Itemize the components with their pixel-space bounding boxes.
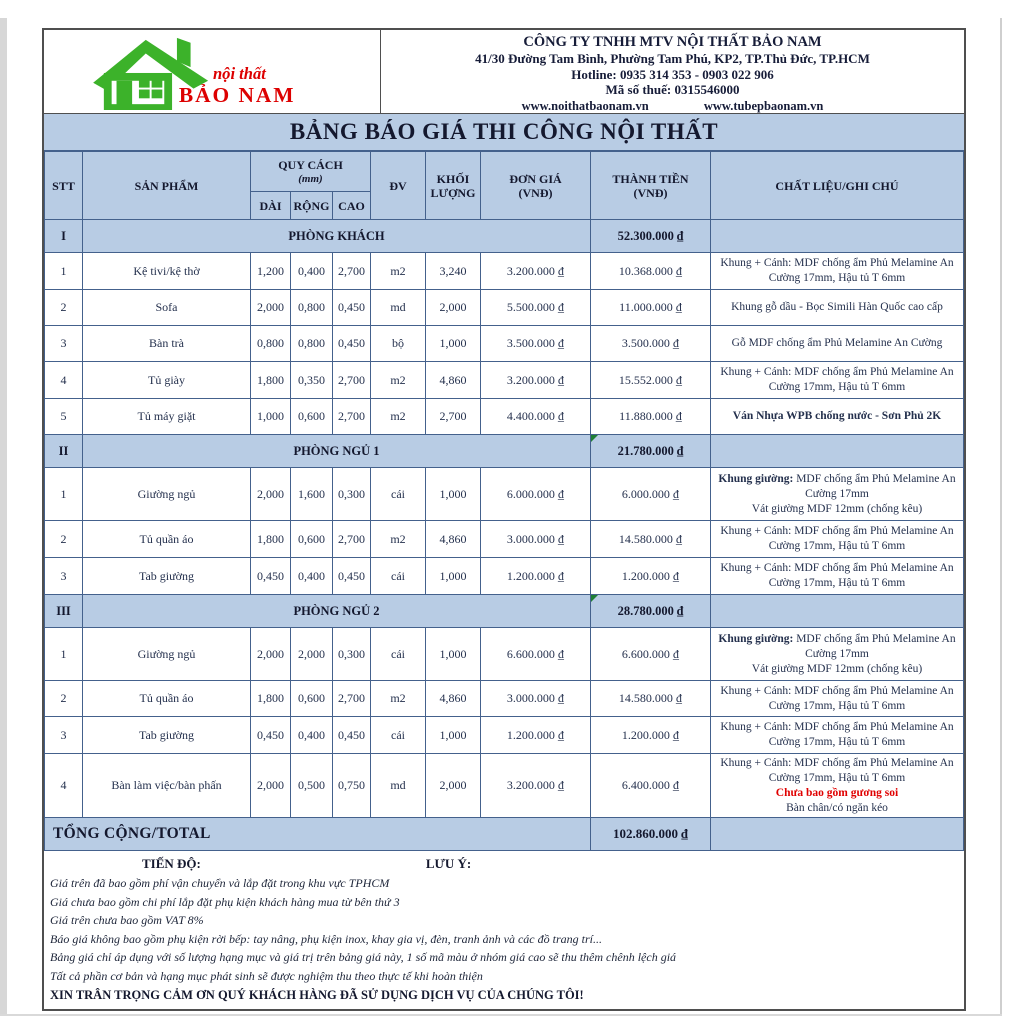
table-row: [45, 399, 964, 435]
section-material-cell: [711, 220, 964, 253]
note-labels-row: [50, 853, 958, 874]
cell-stt: 1: [45, 468, 83, 521]
quotation-sheet: [42, 28, 966, 1011]
section-number: III: [45, 595, 83, 628]
cell-amount: 15.552.000 ₫: [591, 362, 711, 399]
cell-unit-price: 3.000.000 ₫: [481, 521, 591, 558]
section-total: 21.780.000 ₫: [591, 435, 711, 468]
cell-stt: 1: [45, 628, 83, 681]
cell-product: Kệ tivi/kệ thờ: [83, 253, 251, 290]
cell-material-note: Khung + Cánh: MDF chống ẩm Phủ Melamine An Cường 17mm, Hậu tủ T 6mm: [711, 717, 964, 754]
section-row-phong-ngu-2: [45, 595, 964, 628]
col-header-quantity: KHỐI LƯỢNG: [426, 152, 481, 220]
cell-unit: cái: [371, 628, 426, 681]
cell-unit: m2: [371, 681, 426, 717]
company-tax-code: Mã số thuế: 0315546000: [605, 82, 740, 97]
cell-unit-price: 6.000.000 ₫: [481, 468, 591, 521]
cell-length: 2,000: [251, 754, 291, 818]
cell-material-note: Khung + Cánh: MDF chống ẩm Phủ Melamine An Cường 17mm, Hậu tủ T 6mm: [711, 558, 964, 595]
col-header-unit: ĐV: [371, 152, 426, 220]
cell-product: Bàn làm việc/bàn phấn: [83, 754, 251, 818]
scan-edge-left: [0, 18, 7, 1014]
company-header: [44, 30, 964, 114]
cell-unit-price: 1.200.000 ₫: [481, 558, 591, 595]
thank-you-line: XIN TRÂN TRỌNG CẢM ƠN QUÝ KHÁCH HÀNG ĐÃ SỬ DỤNG DỊCH VỤ CỦA CHÚNG TÔI!: [50, 988, 584, 1002]
section-name: PHÒNG NGỦ 2: [83, 595, 591, 628]
amount-label: THÀNH TIỀN: [612, 171, 689, 186]
cell-amount: 1.200.000 ₫: [591, 717, 711, 754]
cell-material-note: Khung gỗ dầu - Bọc Simili Hàn Quốc cao cấp: [711, 290, 964, 326]
grand-total-label: TỔNG CỘNG/TOTAL: [45, 818, 591, 851]
cell-width: 0,400: [291, 558, 333, 595]
page-title: BẢNG BÁO GIÁ THI CÔNG NỘI THẤT: [44, 114, 964, 151]
cell-amount: 1.200.000 ₫: [591, 558, 711, 595]
cell-unit-price: 5.500.000 ₫: [481, 290, 591, 326]
cell-height: 2,700: [333, 399, 371, 435]
cell-product: Bàn trà: [83, 326, 251, 362]
col-header-product: SẢN PHẨM: [83, 152, 251, 220]
cell-product: Giường ngủ: [83, 468, 251, 521]
cell-stt: 4: [45, 362, 83, 399]
table-row: [45, 717, 964, 754]
quotation-table: [44, 151, 964, 851]
table-row: [45, 468, 964, 521]
section-name: PHÒNG KHÁCH: [83, 220, 591, 253]
company-hotline: Hotline: 0935 314 353 - 0903 022 906: [571, 66, 774, 82]
col-header-stt: STT: [45, 152, 83, 220]
cell-width: 0,600: [291, 521, 333, 558]
table-row: [45, 681, 964, 717]
cell-width: 0,400: [291, 253, 333, 290]
cell-product: Tủ quần áo: [83, 521, 251, 558]
cell-quantity: 4,860: [426, 681, 481, 717]
website-link-1[interactable]: www.noithatbaonam.vn: [521, 98, 649, 113]
table-row: [45, 326, 964, 362]
note-line: Giá trên chưa bao gồm VAT 8%: [50, 913, 204, 927]
cell-stt: 2: [45, 290, 83, 326]
grand-total-value: 102.860.000 ₫: [591, 818, 711, 851]
unit-price-currency: (VNĐ): [518, 185, 553, 200]
cell-unit: bộ: [371, 326, 426, 362]
cell-unit: cái: [371, 468, 426, 521]
cell-stt: 2: [45, 521, 83, 558]
table-row: [45, 253, 964, 290]
scan-edge-bottom: [0, 1014, 1002, 1016]
col-header-width: RỘNG: [291, 192, 333, 220]
cell-quantity: 4,860: [426, 521, 481, 558]
cell-stt: 2: [45, 681, 83, 717]
house-logo-icon: [80, 34, 345, 110]
cell-material-note: Khung + Cánh: MDF chống ẩm Phủ Melamine An Cường 17mm, Hậu tủ T 6mm: [711, 362, 964, 399]
note-line: Giá trên đã bao gồm phí vận chuyển và lắp đặt trong khu vực TPHCM: [50, 876, 390, 890]
cell-product: Tab giường: [83, 558, 251, 595]
cell-height: 2,700: [333, 253, 371, 290]
size-unit-label: (mm): [298, 172, 323, 185]
cell-material-note: Gỗ MDF chống ẩm Phủ Melamine An Cường: [711, 326, 964, 362]
company-address: 41/30 Đường Tam Bình, Phường Tam Phú, KP2, TP.Thủ Đức, TP.HCM: [475, 51, 870, 66]
cell-height: 2,700: [333, 362, 371, 399]
cell-length: 0,800: [251, 326, 291, 362]
cell-unit: cái: [371, 558, 426, 595]
cell-length: 2,000: [251, 290, 291, 326]
cell-product: Giường ngủ: [83, 628, 251, 681]
cell-unit-price: 3.200.000 ₫: [481, 754, 591, 818]
cell-amount: 6.400.000 ₫: [591, 754, 711, 818]
table-row: [45, 628, 964, 681]
cell-length: 2,000: [251, 468, 291, 521]
cell-unit-price: 3.500.000 ₫: [481, 326, 591, 362]
cell-product: Tủ giày: [83, 362, 251, 399]
section-total: 28.780.000 ₫: [591, 595, 711, 628]
cell-product: Sofa: [83, 290, 251, 326]
cell-length: 1,000: [251, 399, 291, 435]
table-row: [45, 290, 964, 326]
cell-length: 1,800: [251, 521, 291, 558]
cell-unit: m2: [371, 399, 426, 435]
section-row-phong-khach: [45, 220, 964, 253]
cell-quantity: 1,000: [426, 628, 481, 681]
scan-edge-right: [1000, 18, 1002, 1014]
cell-width: 0,500: [291, 754, 333, 818]
cell-quantity: 1,000: [426, 326, 481, 362]
col-header-unit-price: [481, 152, 591, 220]
cell-unit-price: 3.200.000 ₫: [481, 253, 591, 290]
cell-height: 0,750: [333, 754, 371, 818]
section-name: PHÒNG NGỦ 1: [83, 435, 591, 468]
cell-amount: 6.600.000 ₫: [591, 628, 711, 681]
cell-unit-price: 4.400.000 ₫: [481, 399, 591, 435]
cell-stt: 4: [45, 754, 83, 818]
cell-length: 1,800: [251, 681, 291, 717]
cell-quantity: 1,000: [426, 558, 481, 595]
cell-unit: cái: [371, 717, 426, 754]
cell-amount: 14.580.000 ₫: [591, 521, 711, 558]
company-name: CÔNG TY TNHH MTV NỘI THẤT BẢO NAM: [523, 34, 822, 50]
cell-length: 2,000: [251, 628, 291, 681]
cell-length: 0,450: [251, 558, 291, 595]
cell-stt: 3: [45, 558, 83, 595]
col-header-amount: [591, 152, 711, 220]
cell-material-note: Khung + Cánh: MDF chống ẩm Phủ Melamine An Cường 17mm, Hậu tủ T 6mm: [711, 253, 964, 290]
cell-material-note: Ván Nhựa WPB chống nước - Sơn Phủ 2K: [711, 399, 964, 435]
cell-height: 2,700: [333, 521, 371, 558]
unit-price-label: ĐƠN GIÁ: [509, 171, 562, 186]
cell-quantity: 2,000: [426, 290, 481, 326]
cell-quantity: 1,000: [426, 717, 481, 754]
cell-amount: 6.000.000 ₫: [591, 468, 711, 521]
table-row: [45, 558, 964, 595]
cell-height: 0,450: [333, 326, 371, 362]
cell-length: 0,450: [251, 717, 291, 754]
company-websites: [381, 98, 964, 114]
cell-height: 0,450: [333, 717, 371, 754]
table-row: [45, 362, 964, 399]
col-header-material: CHẤT LIỆU/GHI CHÚ: [711, 152, 964, 220]
cell-length: 1,200: [251, 253, 291, 290]
footer-notes: [44, 851, 964, 1009]
cell-unit: md: [371, 290, 426, 326]
cell-unit-price: 3.000.000 ₫: [481, 681, 591, 717]
cell-product: Tủ quần áo: [83, 681, 251, 717]
cell-amount: 3.500.000 ₫: [591, 326, 711, 362]
cell-unit: m2: [371, 362, 426, 399]
cell-unit-price: 1.200.000 ₫: [481, 717, 591, 754]
section-number: II: [45, 435, 83, 468]
cell-quantity: 1,000: [426, 468, 481, 521]
cell-quantity: 3,240: [426, 253, 481, 290]
col-header-height: CAO: [333, 192, 371, 220]
cell-height: 0,450: [333, 558, 371, 595]
svg-text:BẢO NAM: BẢO NAM: [178, 82, 295, 107]
section-material-cell: [711, 435, 964, 468]
cell-amount: 11.000.000 ₫: [591, 290, 711, 326]
company-info: [381, 30, 964, 113]
cell-amount: 11.880.000 ₫: [591, 399, 711, 435]
cell-quantity: 4,860: [426, 362, 481, 399]
cell-length: 1,800: [251, 362, 291, 399]
attention-label: LƯU Ý:: [425, 855, 472, 871]
cell-stt: 3: [45, 717, 83, 754]
cell-material-note: Khung + Cánh: MDF chống ẩm Phủ Melamine An Cường 17mm, Hậu tủ T 6mm Chưa bao gồm gương soi Bàn chân/có ngăn kéo: [711, 754, 964, 818]
cell-product: Tab giường: [83, 717, 251, 754]
cell-width: 0,800: [291, 290, 333, 326]
cell-height: 2,700: [333, 681, 371, 717]
cell-unit: md: [371, 754, 426, 818]
cell-quantity: 2,000: [426, 754, 481, 818]
excel-marker-icon: [591, 595, 598, 602]
cell-quantity: 2,700: [426, 399, 481, 435]
svg-text:nội thất: nội thất: [212, 63, 266, 83]
note-line: Báo giá không bao gồm phụ kiện rời bếp: tay nâng, phụ kiện inox, khay gia vị, đèn, tranh ảnh và các đồ trang trí...: [50, 931, 602, 946]
grand-total-material-cell: [711, 818, 964, 851]
size-group-label: QUY CÁCH: [278, 157, 343, 172]
cell-width: 1,600: [291, 468, 333, 521]
cell-unit-price: 3.200.000 ₫: [481, 362, 591, 399]
progress-label: TIẾN ĐỘ:: [142, 855, 201, 871]
website-link-2[interactable]: www.tubepbaonam.vn: [703, 98, 824, 113]
cell-unit: m2: [371, 253, 426, 290]
col-header-length: DÀI: [251, 192, 291, 220]
cell-unit: m2: [371, 521, 426, 558]
cell-width: 0,400: [291, 717, 333, 754]
cell-amount: 10.368.000 ₫: [591, 253, 711, 290]
cell-stt: 1: [45, 253, 83, 290]
cell-product: Tủ máy giặt: [83, 399, 251, 435]
cell-width: 0,350: [291, 362, 333, 399]
table-row: [45, 521, 964, 558]
grand-total-row: [45, 818, 964, 851]
excel-marker-icon: [591, 435, 598, 442]
section-material-cell: [711, 595, 964, 628]
cell-width: 0,600: [291, 681, 333, 717]
col-header-size-group: [251, 152, 371, 192]
note-line: Tất cả phần cơ bản và hạng mục phát sinh sẽ được nghiệm thu theo thực tế khi hoàn thiện: [50, 968, 483, 983]
cell-material-note: Khung + Cánh: MDF chống ẩm Phủ Melamine An Cường 17mm, Hậu tủ T 6mm: [711, 681, 964, 717]
section-row-phong-ngu-1: [45, 435, 964, 468]
amount-currency: (VNĐ): [633, 185, 668, 200]
note-line: Bảng giá chỉ áp dụng với số lượng hạng mục và giá trị trên bảng giá này, 1 số mã màu ở nhóm giá cao sẽ thu thêm chênh lệch giá: [50, 950, 677, 964]
cell-material-note: Khung + Cánh: MDF chống ẩm Phủ Melamine An Cường 17mm, Hậu tủ T 6mm: [711, 521, 964, 558]
cell-unit-price: 6.600.000 ₫: [481, 628, 591, 681]
cell-material-note: Khung giường: MDF chống ẩm Phủ Melamine An Cường 17mm Vát giường MDF 12mm (chống kêu): [711, 628, 964, 681]
cell-width: 2,000: [291, 628, 333, 681]
note-line: Giá chưa bao gồm chi phí lắp đặt phụ kiện khách hàng mua từ bên thứ 3: [50, 894, 400, 909]
cell-height: 0,300: [333, 468, 371, 521]
cell-height: 0,450: [333, 290, 371, 326]
cell-stt: 5: [45, 399, 83, 435]
section-number: I: [45, 220, 83, 253]
cell-width: 0,800: [291, 326, 333, 362]
cell-amount: 14.580.000 ₫: [591, 681, 711, 717]
cell-height: 0,300: [333, 628, 371, 681]
cell-stt: 3: [45, 326, 83, 362]
section-total: 52.300.000 ₫: [591, 220, 711, 253]
cell-material-note: Khung giường: MDF chống ẩm Phủ Melamine An Cường 17mm Vát giường MDF 12mm (chống kêu): [711, 468, 964, 521]
table-row: [45, 754, 964, 818]
company-logo: [44, 30, 381, 113]
cell-width: 0,600: [291, 399, 333, 435]
